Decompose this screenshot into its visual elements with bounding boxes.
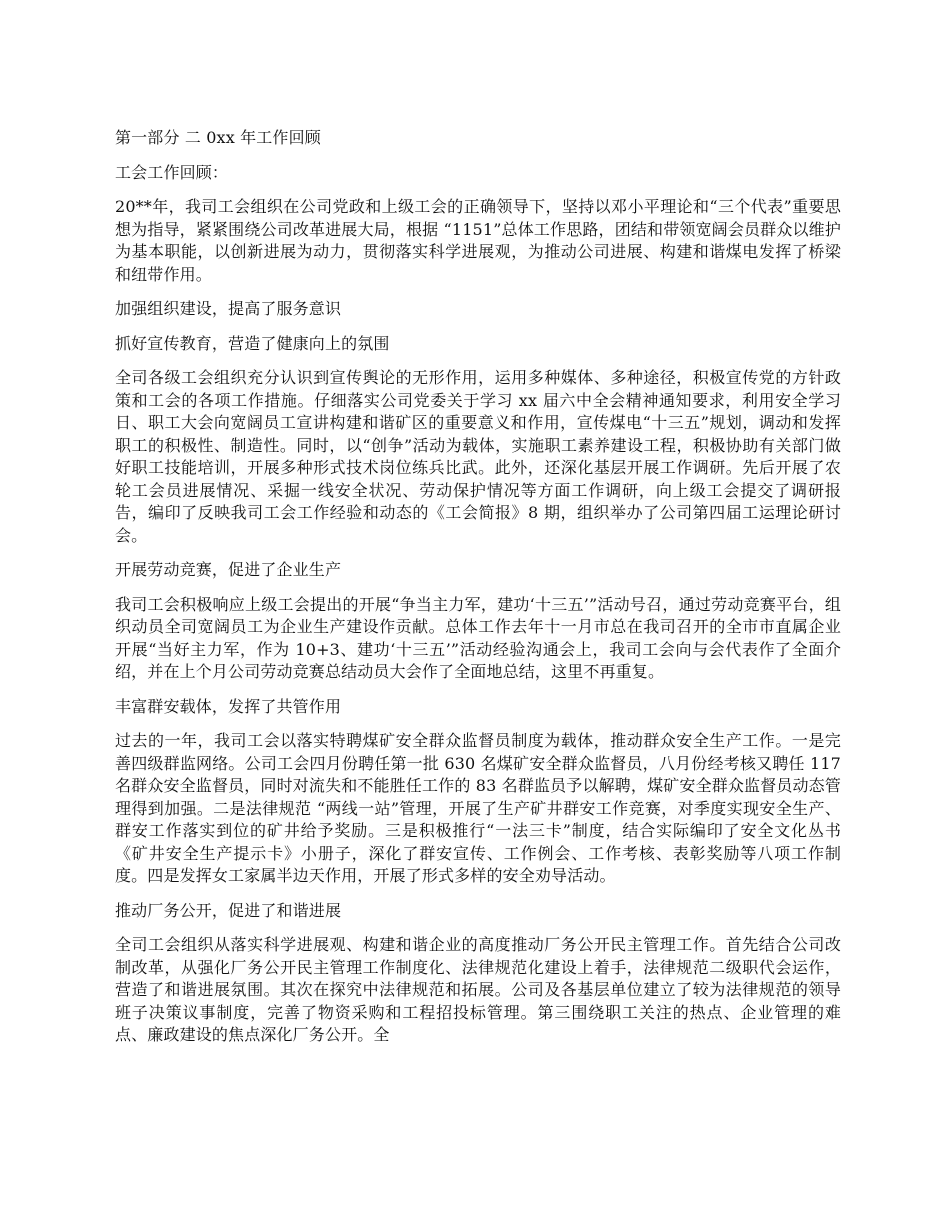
paragraph-publicity: 全司各级工会组织充分认识到宣传舆论的无形作用，运用多种媒体、多种途径，积极宣传党的方针政策和工会的各项工作措施。仔细落实公司党委关于学习 xx 届六中全会精神通知要求，利用安全学习日、职工大会向宽阔员工宣讲构建和谐矿区的重要意义和作用，宣传煤电“十三五”规划，调动和发挥职工的积极性、制造性。同时，以“创争”活动为载体，实施职工素养建设工程，积极协助有关部门做好职工技能培训，开展多种形式技术岗位练兵比武。此外，还深化基层开展工作调研。先后开展了农轮工会员进展情况、采掘一线安全状况、劳动保护情况等方面工作调研，向上级工会提交了调研报告，编印了反映我司工会工作经验和动态的《工会简报》8 期，组织举办了公司第四届工运理论研讨会。 xyxy=(115,368,841,545)
section-heading-organization: 加强组织建设，提高了服务意识 xyxy=(115,299,342,318)
paragraph-affairs-disclosure: 全司工会组织从落实科学进展观、构建和谐企业的高度推动厂务公开民主管理工作。首先结合公司改制改革，从强化厂务公开民主管理工作制度化、法律规范化建设上着手，法律规范二级职代会运作，营造了和谐进展氛围。其次在探究中法律规范和拓展。公司及各基层单位建立了较为法律规范的领导班子决策议事制度，完善了物资采购和工程招投标管理。第三围绕职工关注的热点、企业管理的难点、廉政建设的焦点深化厂务公开。全 xyxy=(115,935,841,1044)
section-heading-affairs-disclosure: 推动厂务公开，促进了和谐进展 xyxy=(115,900,342,920)
document-heading: 第一部分 二 0xx 年工作回顾 xyxy=(115,128,321,147)
paragraph-summary: 20**年，我司工会组织在公司党政和上级工会的正确领导下，坚持以邓小平理论和“三个代表”重要思想为指导，紧紧围绕公司改革进展大局，根据 “1151”总体工作思路，团结和带领宽阔会员群众以维护为基本职能，以创新进展为动力，贯彻落实科学进展观，为推动公司进展、构建和谐煤电发挥了桥梁和纽带作用。 xyxy=(115,197,841,284)
paragraph-labor-competition: 我司工会积极响应上级工会提出的开展“争当主力军，建功‘十三五’”活动号召，通过劳动竞赛平台，组织动员全司宽阔员工为企业生产建设作贡献。总体工作去年十一月市总在我司召开的全市市直属企业开展“当好主力军，作为 10+3、建功‘十三五’”活动经验沟通会上，我司工会向与会代表作了全面介绍，并在上个月公司劳动竞赛总结动员大会作了全面地总结，这里不再重复。 xyxy=(115,594,841,681)
paragraph-intro-label: 工会工作回顾： xyxy=(115,162,229,182)
document-page xyxy=(115,127,841,1059)
section-heading-safety: 丰富群安载体，发挥了共管作用 xyxy=(115,696,342,716)
section-heading-labor-competition: 开展劳动竞赛，促进了企业生产 xyxy=(115,560,342,579)
paragraph-safety: 过去的一年，我司工会以落实特聘煤矿安全群众监督员制度为载体，推动群众安全生产工作。一是完善四级群监网络。公司工会四月份聘任第一批 630 名煤矿安全群众监督员，八月份经考核又聘任 117 名群众安全监督员，同时对流失和不能胜任工作的 83 名群监员予以解聘，煤矿安全群众监督员动态管理得到加强。二是法律规范 “两线一站”管理，开展了生产矿井群安工作竞赛，对季度实现安全生产、群安工作落实到位的矿井给予奖励。三是积极推行“一法三卡”制度，结合实际编印了安全文化丛书《矿井安全生产提示卡》小册子，深化了群安宣传、工作例会、工作考核、表彰奖励等八项工作制度。四是发挥女工家属半边天作用，开展了形式多样的安全劝导活动。 xyxy=(115,731,841,885)
section-heading-publicity: 抓好宣传教育，营造了健康向上的氛围 xyxy=(115,333,390,353)
